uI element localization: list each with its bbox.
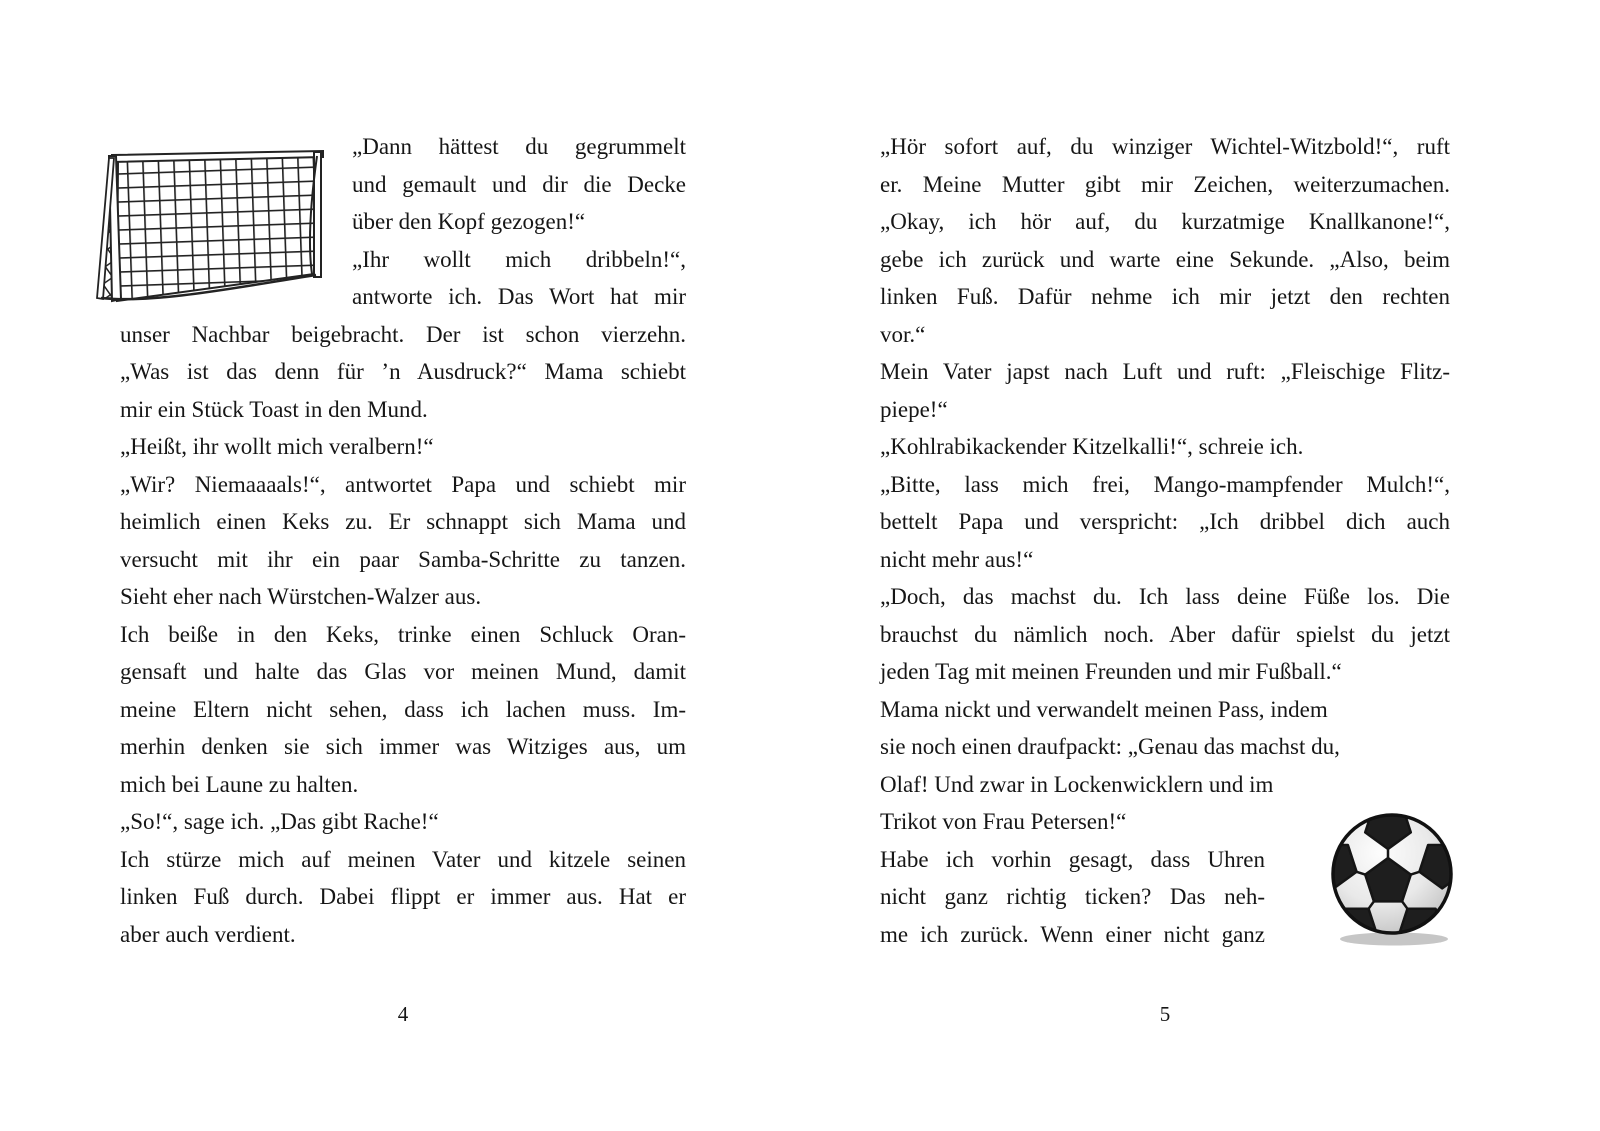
- text-line: er. Meine Mutter gibt mir Zeichen, weiterzumachen.: [880, 171, 1450, 197]
- text-line: Sieht eher nach Würstchen-Walzer aus.: [120, 584, 482, 609]
- text-line: und gemault und dir die Decke: [352, 171, 686, 197]
- text-line: mir ein Stück Toast in den Mund.: [120, 396, 428, 422]
- text-line: „Kohlrabikackender Kitzelkalli!“, schreie ich.: [880, 434, 1304, 459]
- text-line: „Hör sofort auf, du winziger Wichtel-Witzbold!“, ruft: [880, 134, 1450, 159]
- text-line: „Okay, ich hör auf, du kurzatmige Knallkanone!“,: [880, 209, 1450, 234]
- soccer-ball-icon: [1326, 806, 1464, 948]
- text-line: heimlich einen Keks zu. Er schnappt sich Mama und: [120, 509, 686, 534]
- text-line: Habe ich vorhin gesagt, dass Uhren: [880, 846, 1265, 872]
- text-line: Mein Vater japst nach Luft und ruft: „Fleischige Flitz-: [880, 359, 1450, 384]
- text-line: jeden Tag mit meinen Freunden und mir Fußball.“: [880, 659, 1342, 684]
- page-number-right: 5: [1159, 1002, 1171, 1026]
- text-line: nicht mehr aus!“: [880, 546, 1034, 572]
- text-line: linken Fuß. Dafür nehme ich mir jetzt den rechten: [880, 284, 1450, 309]
- text-line: nicht ganz richtig ticken? Das neh-: [880, 884, 1265, 909]
- text-line: „Doch, das machst du. Ich lass deine Füße los. Die: [880, 584, 1450, 609]
- text-line: „Heißt, ihr wollt mich veralbern!“: [120, 434, 434, 459]
- text-line: „Ihr wollt mich dribbeln!“,: [352, 246, 686, 272]
- text-line: mich bei Laune zu halten.: [120, 771, 359, 797]
- text-line: unser Nachbar beigebracht. Der ist schon vierzehn.: [120, 321, 686, 347]
- text-line: Ich beiße in den Keks, trinke einen Schluck Oran-: [120, 621, 686, 647]
- text-line: linken Fuß durch. Dabei flippt er immer aus. Hat er: [120, 884, 686, 909]
- text-line: „So!“, sage ich. „Das gibt Rache!“: [120, 809, 439, 834]
- text-line: sie noch einen draufpackt: „Genau das machst du,: [880, 734, 1340, 759]
- text-line: Ich stürze mich auf meinen Vater und kitzele seinen: [120, 846, 686, 872]
- text-line: „Was ist das denn für ’n Ausdruck?“ Mama schiebt: [120, 359, 686, 384]
- text-line: „Dann hättest du gegrummelt: [352, 134, 686, 159]
- text-line: meine Eltern nicht sehen, dass ich lachen muss. Im-: [120, 696, 686, 722]
- text-line: über den Kopf gezogen!“: [352, 209, 586, 234]
- text-line: aber auch verdient.: [120, 921, 296, 947]
- text-line: gebe ich zurück und warte eine Sekunde. „Also, beim: [880, 246, 1450, 272]
- text-line: Mama nickt und verwandelt meinen Pass, indem: [880, 696, 1328, 722]
- text-line: piepe!“: [880, 396, 948, 422]
- page-number-left: 4: [397, 1002, 409, 1026]
- text-line: merhin denken sie sich immer was Witziges aus, um: [120, 734, 686, 759]
- text-line: antworte ich. Das Wort hat mir: [352, 284, 686, 309]
- text-line: brauchst du nämlich noch. Aber dafür spielst du jetzt: [880, 621, 1450, 647]
- text-line: „Bitte, lass mich frei, Mango-mampfender Mulch!“,: [880, 471, 1450, 497]
- page-left-text: [120, 128, 686, 953]
- text-line: versucht mit ihr ein paar Samba-Schritte zu tanzen.: [120, 546, 686, 572]
- text-line: bettelt Papa und verspricht: „Ich dribbel dich auch: [880, 509, 1450, 534]
- text-line: gensaft und halte das Glas vor meinen Mund, damit: [120, 659, 686, 684]
- text-line: me ich zurück. Wenn einer nicht ganz: [880, 921, 1265, 947]
- text-line: „Wir? Niemaaaals!“, antwortet Papa und schiebt mir: [120, 471, 686, 497]
- text-line: vor.“: [880, 321, 926, 347]
- text-line: Olaf! Und zwar in Lockenwicklern und im: [880, 771, 1274, 797]
- text-line: Trikot von Frau Petersen!“: [880, 809, 1127, 834]
